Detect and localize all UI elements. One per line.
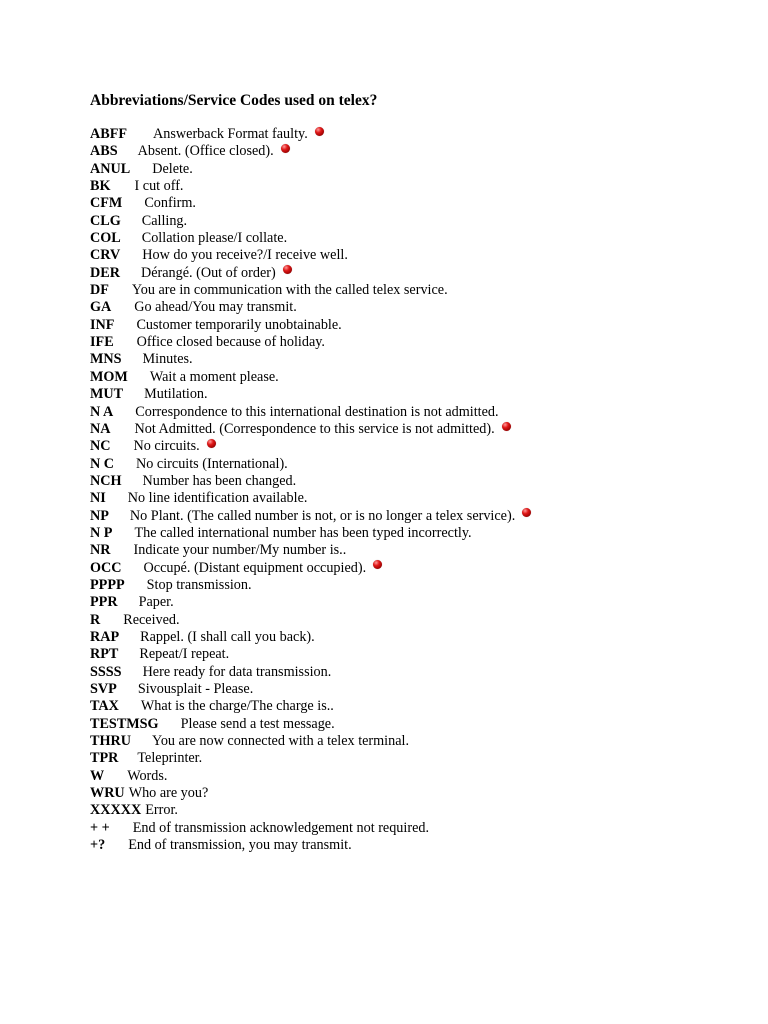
abbreviation-code: CFM <box>90 195 123 212</box>
abbreviation-entry <box>90 473 730 490</box>
abbreviation-definition: Calling. <box>141 212 188 229</box>
abbreviation-entry <box>90 282 730 299</box>
red-dot-icon <box>522 508 531 517</box>
abbreviation-code: TPR <box>90 750 119 767</box>
abbreviation-definition: Rappel. (I shall call you back). <box>140 628 315 645</box>
abbreviation-entry <box>90 542 730 559</box>
abbreviation-code: DER <box>90 264 120 281</box>
abbreviation-definition: Mutilation. <box>144 386 208 403</box>
abbreviation-definition: The called international number has been typed incorrectly. <box>134 524 472 541</box>
abbreviation-definition: Confirm. <box>144 195 196 212</box>
abbreviation-definition: You are now connected with a telex terminal. <box>152 733 410 750</box>
abbreviation-entry <box>90 612 730 629</box>
abbreviation-entry <box>90 456 730 473</box>
abbreviation-definition: Please send a test message. <box>180 715 335 732</box>
abbreviation-code: PPR <box>90 594 118 611</box>
document-title: Abbreviations/Service Codes used on telex? <box>90 92 378 109</box>
abbreviation-definition: Who are you? <box>128 785 209 802</box>
red-dot-icon <box>283 265 292 274</box>
abbreviation-definition: End of transmission, you may transmit. <box>128 837 352 854</box>
abbreviation-entry <box>90 802 730 819</box>
abbreviation-code: OCC <box>90 559 122 576</box>
abbreviation-definition: Repeat/I repeat. <box>139 646 230 663</box>
abbreviation-code: + + <box>90 819 110 836</box>
red-dot-icon <box>373 560 382 569</box>
abbreviation-definition: How do you receive?/I receive well. <box>142 247 348 264</box>
abbreviation-definition: End of transmission acknowledgement not required. <box>132 819 430 836</box>
abbreviation-definition: Collation please/I collate. <box>141 230 288 247</box>
abbreviation-definition: Not Admitted. (Correspondence to this service is not admitted). <box>134 420 495 437</box>
abbreviation-entry <box>90 733 730 750</box>
abbreviation-code: THRU <box>90 733 131 750</box>
abbreviation-code: N C <box>90 455 115 472</box>
abbreviation-definition: Stop transmission. <box>146 576 252 593</box>
abbreviation-code: NP <box>90 507 109 524</box>
abbreviation-definition: Correspondence to this international destination is not admitted. <box>135 403 499 420</box>
abbreviation-definition: Office closed because of holiday. <box>136 334 325 351</box>
abbreviation-code: XXXXX <box>90 802 142 819</box>
abbreviation-code: W <box>90 767 105 784</box>
abbreviation-code: ABS <box>90 143 118 160</box>
abbreviation-entry <box>90 247 730 264</box>
abbreviation-code: ABFF <box>90 126 128 142</box>
abbreviation-entry <box>90 299 730 316</box>
abbreviation-definition: Words. <box>127 767 168 784</box>
abbreviation-entry <box>90 230 730 247</box>
abbreviation-definition: Sivousplait - Please. <box>137 681 254 697</box>
abbreviation-list <box>90 126 730 854</box>
abbreviation-entry <box>90 594 730 611</box>
abbreviation-entry <box>90 351 730 368</box>
abbreviation-definition: Minutes. <box>142 351 193 368</box>
abbreviation-code: NA <box>90 420 111 437</box>
abbreviation-code: MOM <box>90 368 128 385</box>
abbreviation-definition: Teleprinter. <box>137 750 203 767</box>
abbreviation-code: NR <box>90 542 111 559</box>
abbreviation-entry <box>90 213 730 230</box>
abbreviation-entry <box>90 716 730 733</box>
abbreviation-entry <box>90 386 730 403</box>
red-dot-icon <box>502 422 511 431</box>
abbreviation-definition: Go ahead/You may transmit. <box>134 299 297 316</box>
abbreviation-definition: Here ready for data transmission. <box>142 663 332 680</box>
abbreviation-entry <box>90 438 730 455</box>
abbreviation-code: R <box>90 611 101 628</box>
abbreviation-code: IFE <box>90 334 114 351</box>
abbreviation-code: RPT <box>90 646 119 663</box>
abbreviation-definition: No line identification available. <box>127 490 308 507</box>
abbreviation-definition: Error. <box>145 802 178 819</box>
abbreviation-code: ANUL <box>90 160 131 177</box>
abbreviation-code: TESTMSG <box>90 715 159 732</box>
abbreviation-definition: I cut off. <box>134 178 184 195</box>
abbreviation-entry <box>90 508 730 525</box>
abbreviation-entry <box>90 525 730 542</box>
abbreviation-entry <box>90 490 730 507</box>
abbreviation-definition: Wait a moment please. <box>149 368 279 385</box>
abbreviation-definition: Occupé. (Distant equipment occupied). <box>143 559 367 576</box>
abbreviation-entry <box>90 143 730 160</box>
abbreviation-entry <box>90 768 730 785</box>
abbreviation-entry <box>90 161 730 178</box>
abbreviation-entry <box>90 646 730 663</box>
abbreviation-entry <box>90 126 730 143</box>
abbreviation-code: PPPP <box>90 576 125 593</box>
abbreviation-entry <box>90 195 730 212</box>
abbreviation-code: TAX <box>90 698 119 715</box>
abbreviation-entry <box>90 820 730 837</box>
abbreviation-code: RAP <box>90 628 120 645</box>
abbreviation-definition: No Plant. (The called number is not, or is no longer a telex service). <box>129 507 516 524</box>
abbreviation-definition: Absent. (Office closed). <box>137 143 274 160</box>
abbreviation-entry <box>90 334 730 351</box>
abbreviation-definition: No circuits (International). <box>136 455 288 472</box>
abbreviation-definition: Number has been changed. <box>142 472 297 489</box>
abbreviation-code: BK <box>90 178 111 195</box>
abbreviation-definition: Delete. <box>152 160 193 177</box>
abbreviation-definition: Customer temporarily unobtainable. <box>136 316 342 333</box>
abbreviation-code: N P <box>90 524 113 541</box>
abbreviation-definition: No circuits. <box>133 438 200 455</box>
abbreviation-code: NCH <box>90 472 122 489</box>
abbreviation-code: CRV <box>90 247 121 264</box>
abbreviation-code: SVP <box>90 681 117 697</box>
abbreviation-entry <box>90 577 730 594</box>
abbreviation-code: NI <box>90 490 106 507</box>
abbreviation-code: SSSS <box>90 663 122 680</box>
abbreviation-code: INF <box>90 316 115 333</box>
abbreviation-code: GA <box>90 299 112 316</box>
abbreviation-code: +? <box>90 837 106 854</box>
abbreviation-code: N A <box>90 403 114 420</box>
red-dot-icon <box>315 127 324 136</box>
red-dot-icon <box>281 144 290 153</box>
abbreviation-definition: You are in communication with the called telex service. <box>131 282 448 299</box>
abbreviation-definition: Paper. <box>138 594 174 611</box>
abbreviation-code: WRU <box>90 785 125 802</box>
red-dot-icon <box>207 439 216 448</box>
abbreviation-definition: Received. <box>123 611 180 628</box>
abbreviation-code: NC <box>90 438 111 455</box>
abbreviation-entry <box>90 837 730 854</box>
abbreviation-entry <box>90 560 730 577</box>
abbreviation-entry <box>90 404 730 421</box>
abbreviation-entry <box>90 785 730 802</box>
abbreviation-entry <box>90 317 730 334</box>
abbreviation-code: MUT <box>90 386 124 403</box>
abbreviation-entry <box>90 664 730 681</box>
abbreviation-entry <box>90 750 730 767</box>
abbreviation-code: COL <box>90 230 121 247</box>
abbreviation-definition: Answerback Format faulty. <box>153 126 308 142</box>
abbreviation-entry <box>90 698 730 715</box>
abbreviation-definition: Dérangé. (Out of order) <box>140 264 276 281</box>
abbreviation-entry <box>90 421 730 438</box>
abbreviation-entry <box>90 629 730 646</box>
abbreviation-entry <box>90 369 730 386</box>
abbreviation-entry <box>90 178 730 195</box>
abbreviation-entry <box>90 681 730 698</box>
abbreviation-definition: What is the charge/The charge is.. <box>140 698 334 715</box>
abbreviation-code: DF <box>90 282 109 299</box>
abbreviation-entry <box>90 265 730 282</box>
abbreviation-definition: Indicate your number/My number is.. <box>133 542 347 559</box>
abbreviation-code: CLG <box>90 212 121 229</box>
abbreviation-code: MNS <box>90 351 122 368</box>
